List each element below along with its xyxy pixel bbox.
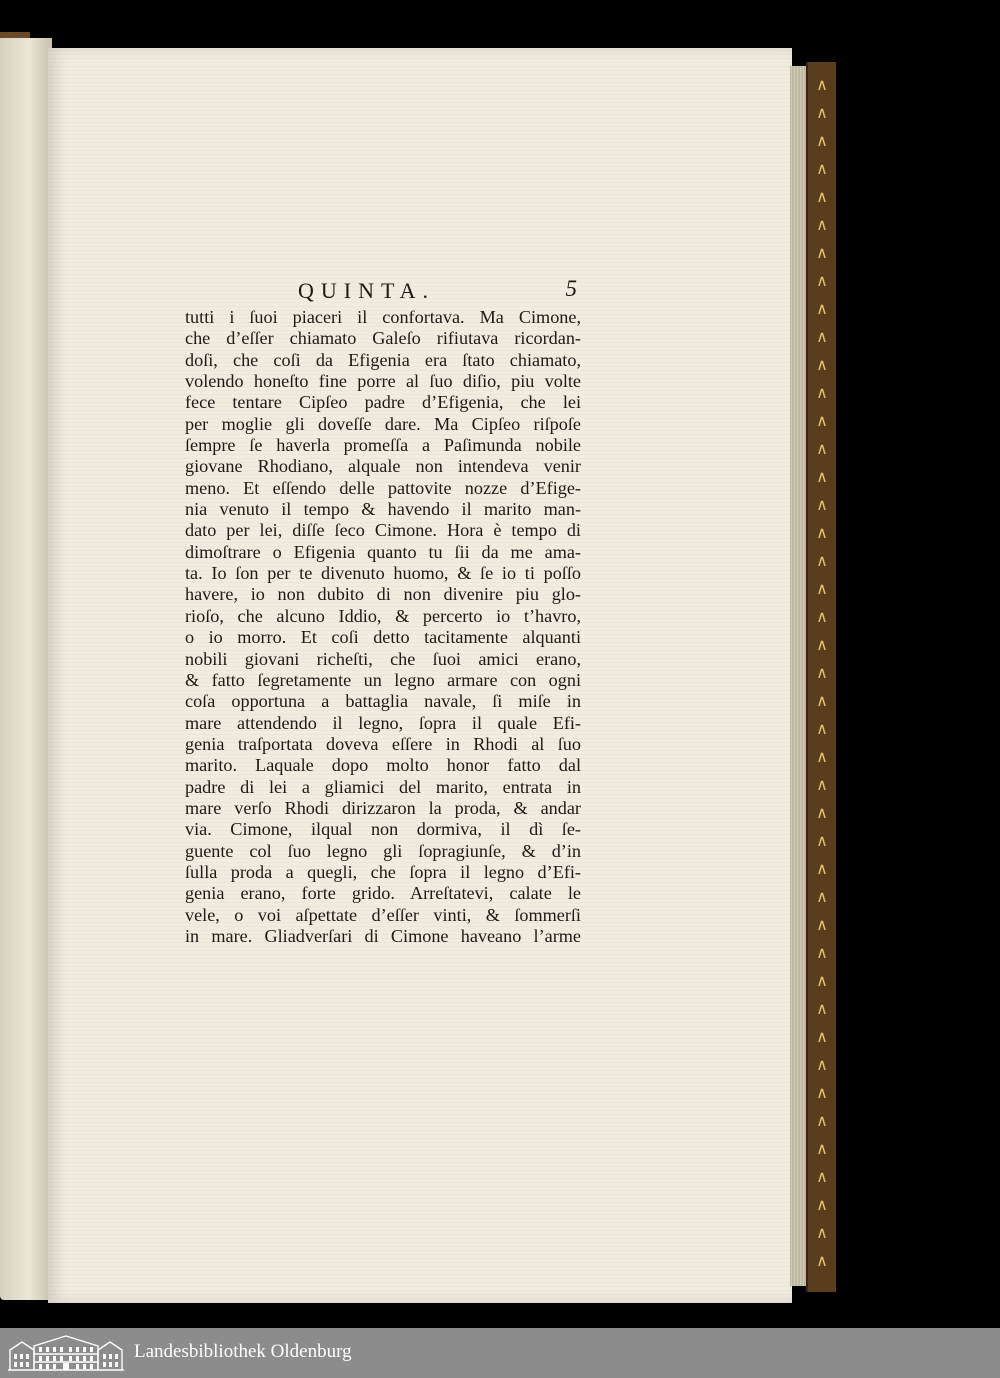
text-line: genia erano, forte grido. Arreſtatevi, calate le <box>185 883 581 904</box>
spine-ornament-icon: ∧ <box>816 1055 828 1074</box>
spine-ornament-icon: ∧ <box>816 691 828 710</box>
footer-bar <box>0 1328 1000 1378</box>
spine-ornament-icon: ∧ <box>816 551 828 570</box>
text-line: dimoſtrare o Efigenia quanto tu ſii da me ama- <box>185 541 581 562</box>
text-line: meno. Et eſſendo delle pattovite nozze d’Efige- <box>185 477 581 498</box>
text-line: fece tentare Cipſeo padre d’Efigenia, che lei <box>185 392 581 413</box>
spine-ornament-icon: ∧ <box>816 75 828 94</box>
running-title: QUINTA. <box>298 278 436 303</box>
page-header <box>185 276 581 304</box>
spine-ornament-icon: ∧ <box>816 131 828 150</box>
spine-ornament-icon: ∧ <box>816 775 828 794</box>
text-line: che d’eſſer chiamato Galeſo rifiutava ricordan- <box>185 328 581 349</box>
text-line: & fatto ſegretamente un legno armare con ogni <box>185 669 581 690</box>
spine-ornament-icon: ∧ <box>816 271 828 290</box>
spine-ornament-icon: ∧ <box>816 1083 828 1102</box>
spine-ornament-icon: ∧ <box>816 915 828 934</box>
spine-ornament-icon: ∧ <box>816 971 828 990</box>
text-line: rioſo, che alcuno Iddio, & percerto io t’havro, <box>185 605 581 626</box>
spine-ornament-icon: ∧ <box>816 999 828 1018</box>
text-line: doſi, che coſi da Efigenia era ſtato chiamato, <box>185 349 581 370</box>
text-line: in mare. Gliadverſari di Cimone haveano l’arme <box>185 925 581 946</box>
page-text-block <box>185 276 581 947</box>
spine-ornament-icon: ∧ <box>816 467 828 486</box>
spine-ornament-icon: ∧ <box>816 187 828 206</box>
spine-ornament-icon: ∧ <box>816 411 828 430</box>
spine-ornament-icon: ∧ <box>816 859 828 878</box>
spine-ornament-icon: ∧ <box>816 719 828 738</box>
left-page <box>0 38 52 1300</box>
spine-ornament-icon: ∧ <box>816 579 828 598</box>
spine-ornament-icon: ∧ <box>816 607 828 626</box>
spine-ornament-icon: ∧ <box>816 299 828 318</box>
book-spine <box>806 62 836 1292</box>
spine-ornament-icon: ∧ <box>816 887 828 906</box>
text-line: padre di lei a gliamici del marito, entrata in <box>185 776 581 797</box>
spine-ornament-icon: ∧ <box>816 243 828 262</box>
spine-ornament-icon: ∧ <box>816 327 828 346</box>
text-line: ſempre ſe haverla promeſſa a Paſimunda nobile <box>185 435 581 456</box>
page-number: 5 <box>565 276 577 301</box>
spine-ornament-icon: ∧ <box>816 215 828 234</box>
text-line: mare attendendo il legno, ſopra il quale Efi- <box>185 712 581 733</box>
spine-ornament-icon: ∧ <box>816 159 828 178</box>
spine-ornament-icon: ∧ <box>816 663 828 682</box>
text-line: o io morro. Et coſi detto tacitamente alquanti <box>185 627 581 648</box>
text-line: genia traſportata doveva eſſere in Rhodi al ſuo <box>185 733 581 754</box>
spine-ornament-icon: ∧ <box>816 1195 828 1214</box>
spine-ornament-icon: ∧ <box>816 383 828 402</box>
spine-ornament-icon: ∧ <box>816 1167 828 1186</box>
text-line: dato per lei, diſſe ſeco Cimone. Hora è tempo di <box>185 520 581 541</box>
text-lines <box>185 307 581 947</box>
spine-ornament-icon: ∧ <box>816 943 828 962</box>
spine-ornament-icon: ∧ <box>816 103 828 122</box>
spine-ornament-icon: ∧ <box>816 1139 828 1158</box>
text-line: guente col ſuo legno gli ſopragiunſe, & d’in <box>185 840 581 861</box>
text-line: mare verſo Rhodi dirizzaron la proda, & andar <box>185 797 581 818</box>
text-line: marito. Laquale dopo molto honor fatto dal <box>185 755 581 776</box>
spine-ornament-icon: ∧ <box>816 1223 828 1242</box>
spine-ornament-icon: ∧ <box>816 1251 828 1270</box>
text-line: nobili giovani richeſti, che ſuoi amici erano, <box>185 648 581 669</box>
spine-ornament-icon: ∧ <box>816 1111 828 1130</box>
text-line: coſa opportuna a battaglia navale, ſi miſe in <box>185 691 581 712</box>
spine-ornament-icon: ∧ <box>816 355 828 374</box>
spine-ornament-icon: ∧ <box>816 803 828 822</box>
page-edges <box>790 66 806 1286</box>
library-name: Landesbibliothek Oldenburg <box>134 1341 352 1362</box>
spine-ornament-icon: ∧ <box>816 831 828 850</box>
spine-ornament-icon: ∧ <box>816 635 828 654</box>
text-line: ſulla proda a quegli, che ſopra il legno d’Efi- <box>185 861 581 882</box>
text-line: ta. Io ſon per te divenuto huomo, & ſe io ti poſſo <box>185 563 581 584</box>
spine-ornament-icon: ∧ <box>816 439 828 458</box>
text-line: havere, io non dubito di non divenire piu glo- <box>185 584 581 605</box>
spine-ornament-icon: ∧ <box>816 1027 828 1046</box>
text-line: vele, o voi aſpettate d’eſſer vinti, & ſommerſi <box>185 904 581 925</box>
building-logo-icon <box>8 1332 124 1372</box>
spine-ornament-icon: ∧ <box>816 523 828 542</box>
spine-ornament-icon: ∧ <box>816 495 828 514</box>
text-line: tutti i ſuoi piaceri il confortava. Ma Cimone, <box>185 307 581 327</box>
spine-ornament-icon: ∧ <box>816 747 828 766</box>
text-line: via. Cimone, ilqual non dormiva, il dì ſe- <box>185 819 581 840</box>
text-line: nia venuto il tempo & havendo il marito man- <box>185 499 581 520</box>
text-line: per moglie gli doveſſe dare. Ma Cipſeo riſpoſe <box>185 413 581 434</box>
text-line: volendo honeſto fine porre al ſuo diſio, piu volte <box>185 371 581 392</box>
text-line: giovane Rhodiano, alquale non intendeva venir <box>185 456 581 477</box>
